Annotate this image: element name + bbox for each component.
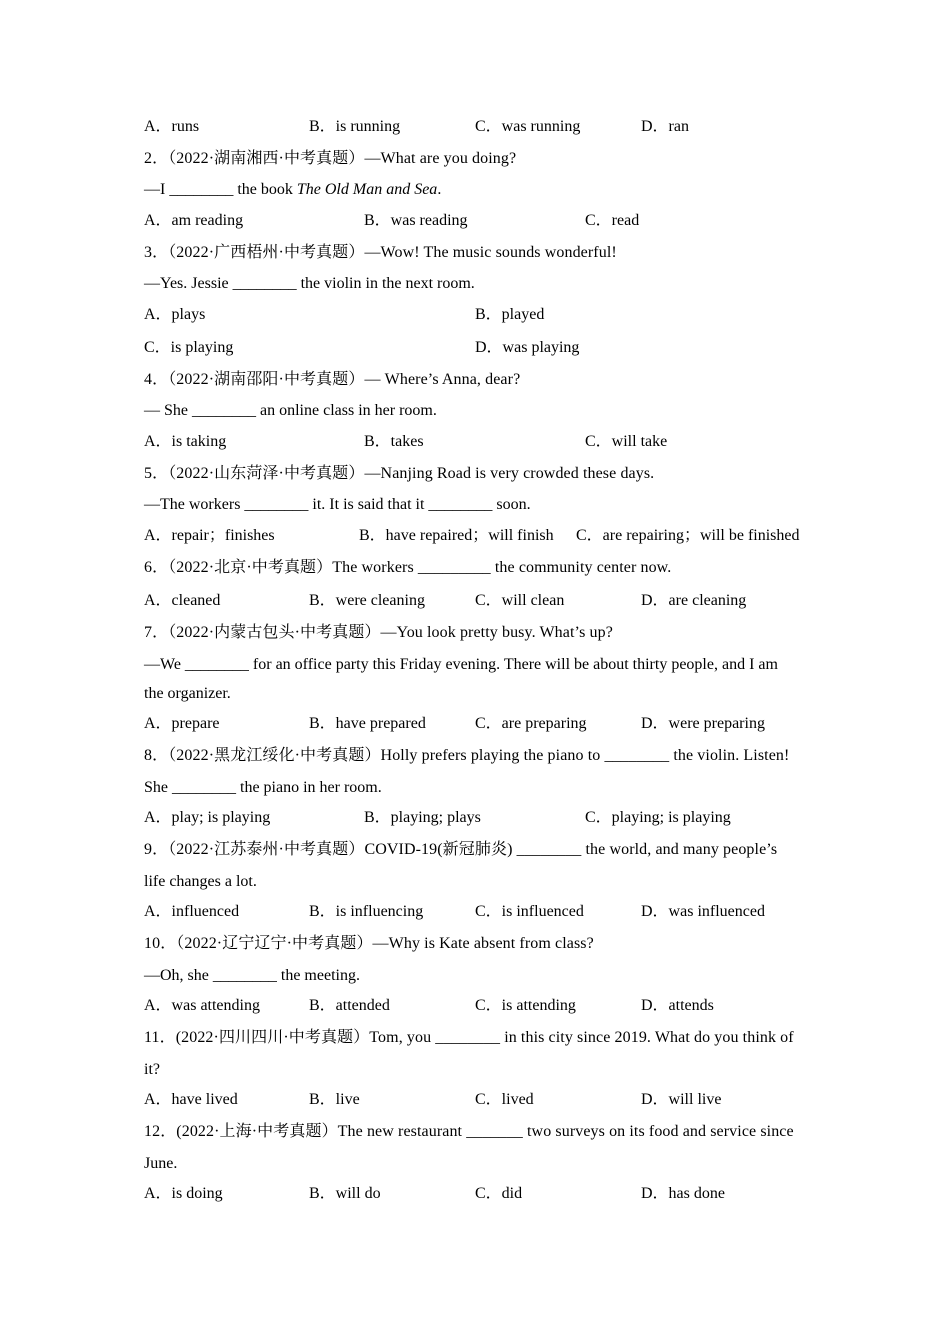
q6-stem: 6．（2022·北京·中考真题）The workers _________ the community center now. <box>144 559 672 576</box>
q6-option-b: B．were cleaning <box>309 592 425 609</box>
q2-stem: 2．（2022·湖南湘西·中考真题）—What are you doing? <box>144 150 517 167</box>
q10-option-b: B．attended <box>309 997 390 1014</box>
q5-line2: —The workers ________ it. It is said that it ________ soon. <box>144 496 531 513</box>
q2-line2 <box>144 180 808 200</box>
q2-option-a: A．am reading <box>144 212 244 229</box>
q9-option-a: A．influenced <box>144 903 240 920</box>
q8-option-b: B．playing; plays <box>364 809 481 826</box>
q3-option-d: D．was playing <box>475 339 580 356</box>
q10-option-d: D．attends <box>641 997 714 1014</box>
q1-option-d: D．ran <box>641 118 689 135</box>
q2-line2-post: . <box>437 181 442 198</box>
q4-option-b: B．takes <box>364 433 424 450</box>
q12-line2: June. <box>144 1155 178 1172</box>
q10-line2: —Oh, she ________ the meeting. <box>144 967 360 984</box>
q12-option-b: B．will do <box>309 1185 381 1202</box>
q5-option-c: C．are repairing；will be finished <box>576 527 800 544</box>
q10-option-c: C．is attending <box>475 997 576 1014</box>
q4-option-c: C．will take <box>585 433 668 450</box>
q10-stem: 10．（2022·辽宁辽宁·中考真题）—Why is Kate absent from class? <box>144 935 594 952</box>
q4-stem: 4．（2022·湖南邵阳·中考真题）— Where’s Anna, dear? <box>144 371 521 388</box>
q9-stem: 9．（2022·江苏泰州·中考真题）COVID-19(新冠肺炎) ________ the world, and many people’s <box>144 841 778 858</box>
q11-option-c: C．lived <box>475 1091 534 1108</box>
q8-line2: She ________ the piano in her room. <box>144 779 382 796</box>
q11-stem: 11．(2022·四川四川·中考真题）Tom, you ________ in this city since 2019. What do you think of <box>144 1029 794 1046</box>
q3-option-a: A．plays <box>144 306 206 323</box>
q6-option-d: D．are cleaning <box>641 592 747 609</box>
q10-option-a: A．was attending <box>144 997 260 1014</box>
q5-option-a: A．repair；finishes <box>144 527 275 544</box>
q9-line2: life changes a lot. <box>144 873 257 890</box>
q2-line2-pre: —I ________ the book <box>144 181 297 198</box>
q9-option-c: C．is influenced <box>475 903 584 920</box>
q4-line2: — She ________ an online class in her room. <box>144 402 437 419</box>
q7-option-b: B．have prepared <box>309 715 426 732</box>
q8-stem: 8．（2022·黑龙江绥化·中考真题）Holly prefers playing the piano to ________ the violin. Listen! <box>144 747 790 764</box>
q7-option-a: A．prepare <box>144 715 220 732</box>
q1-option-c: C．was running <box>475 118 581 135</box>
q11-option-a: A．have lived <box>144 1091 238 1108</box>
q9-option-d: D．was influenced <box>641 903 765 920</box>
q4-option-a: A．is taking <box>144 433 227 450</box>
q2-book-title: The Old Man and Sea <box>296 181 438 198</box>
q7-option-d: D．were preparing <box>641 715 765 732</box>
q5-option-b: B．have repaired；will finish <box>359 527 554 544</box>
q11-line2: it? <box>144 1061 160 1078</box>
q12-option-c: C．did <box>475 1185 523 1202</box>
q11-option-d: D．will live <box>641 1091 722 1108</box>
q2-option-c: C．read <box>585 212 640 229</box>
q12-option-a: A．is doing <box>144 1185 223 1202</box>
q2-option-b: B．was reading <box>364 212 468 229</box>
q12-stem: 12．(2022·上海·中考真题）The new restaurant _______ two surveys on its food and service since <box>144 1123 794 1140</box>
q8-option-a: A．play; is playing <box>144 809 271 826</box>
q3-line2: —Yes. Jessie ________ the violin in the next room. <box>144 275 475 292</box>
q8-option-c: C．playing; is playing <box>585 809 731 826</box>
q12-option-d: D．has done <box>641 1185 725 1202</box>
q6-option-c: C．will clean <box>475 592 565 609</box>
q3-option-b: B．played <box>475 306 545 323</box>
q7-line2: —We ________ for an office party this Friday evening. There will be about thirty people, and I am <box>144 656 778 673</box>
q7-line3: the organizer. <box>144 685 231 702</box>
q9-option-b: B．is influencing <box>309 903 424 920</box>
q1-option-a: A．runs <box>144 118 200 135</box>
q7-stem: 7．（2022·内蒙古包头·中考真题）—You look pretty busy. What’s up? <box>144 624 613 641</box>
q3-stem: 3．（2022·广西梧州·中考真题）—Wow! The music sounds wonderful! <box>144 244 617 261</box>
q6-option-a: A．cleaned <box>144 592 221 609</box>
q1-option-b: B．is running <box>309 118 401 135</box>
q11-option-b: B．live <box>309 1091 360 1108</box>
q7-option-c: C．are preparing <box>475 715 587 732</box>
q3-option-c: C．is playing <box>144 339 234 356</box>
q5-stem: 5．（2022·山东菏泽·中考真题）—Nanjing Road is very crowded these days. <box>144 465 655 482</box>
